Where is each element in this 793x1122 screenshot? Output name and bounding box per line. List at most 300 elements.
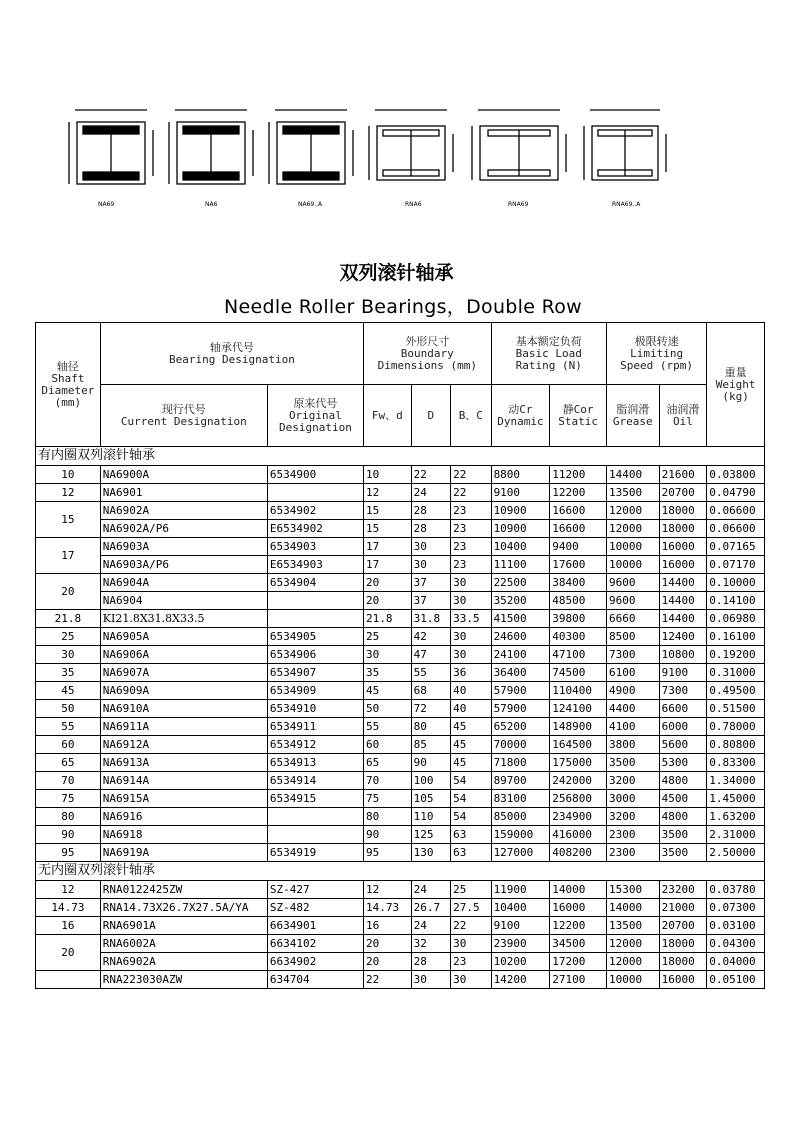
- grease-speed-cell: 3200: [606, 772, 659, 790]
- table-row: [36, 484, 765, 502]
- dynamic-load-cell: 57900: [491, 700, 550, 718]
- grease-speed-cell: 10000: [606, 971, 659, 989]
- static-load-cell: 16000: [550, 899, 607, 917]
- fw-d-cell: 10: [364, 466, 412, 484]
- table-row: [36, 718, 765, 736]
- dynamic-load-cell: 70000: [491, 736, 550, 754]
- table-row: [36, 953, 765, 971]
- oil-speed-cell: 4800: [659, 808, 707, 826]
- table-row: [36, 610, 765, 628]
- original-designation-cell: 6534913: [267, 754, 363, 772]
- original-designation-cell: [267, 592, 363, 610]
- grease-speed-cell: 12000: [606, 953, 659, 971]
- weight-cell: 0.03100: [707, 917, 765, 935]
- static-load-cell: 124100: [550, 700, 607, 718]
- grease-speed-cell: 13500: [606, 917, 659, 935]
- oil-speed-cell: 9100: [659, 664, 707, 682]
- weight-cell: 0.16100: [707, 628, 765, 646]
- table-row: [36, 556, 765, 574]
- oil-speed-cell: 16000: [659, 556, 707, 574]
- shaft-diameter-cell: 12: [36, 484, 101, 502]
- shaft-diameter-cell: 80: [36, 808, 101, 826]
- fw-d-cell: 14.73: [364, 899, 412, 917]
- outer-d-cell: 85: [411, 736, 450, 754]
- weight-cell: 0.14100: [707, 592, 765, 610]
- outer-d-cell: 72: [411, 700, 450, 718]
- shaft-diameter-cell: 55: [36, 718, 101, 736]
- width-bc-cell: 25: [451, 881, 491, 899]
- weight-cell: 0.31000: [707, 664, 765, 682]
- grease-speed-cell: 9600: [606, 574, 659, 592]
- dynamic-load-cell: 10400: [491, 538, 550, 556]
- fw-d-cell: 95: [364, 844, 412, 862]
- weight-cell: 0.83300: [707, 754, 765, 772]
- table-row: [36, 826, 765, 844]
- header-outer-d: D: [411, 385, 450, 447]
- oil-speed-cell: 3500: [659, 844, 707, 862]
- current-designation-cell: NA6904: [100, 592, 267, 610]
- original-designation-cell: 6534909: [267, 682, 363, 700]
- header-basic-load-rating: 基本额定负荷 Basic Load Rating (N): [491, 323, 606, 385]
- current-designation-cell: NA6909A: [100, 682, 267, 700]
- grease-speed-cell: 12000: [606, 935, 659, 953]
- grease-speed-cell: 15300: [606, 881, 659, 899]
- fw-d-cell: 22: [364, 971, 412, 989]
- fw-d-cell: 35: [364, 664, 412, 682]
- original-designation-cell: 6534912: [267, 736, 363, 754]
- current-designation-cell: NA6906A: [100, 646, 267, 664]
- static-load-cell: 47100: [550, 646, 607, 664]
- oil-speed-cell: 6600: [659, 700, 707, 718]
- weight-cell: 0.04000: [707, 953, 765, 971]
- header-oil: 油润滑 Oil: [659, 385, 707, 447]
- shaft-diameter-cell: 20: [36, 935, 101, 971]
- fw-d-cell: 75: [364, 790, 412, 808]
- oil-speed-cell: 5300: [659, 754, 707, 772]
- outer-d-cell: 30: [411, 556, 450, 574]
- weight-cell: 0.06600: [707, 520, 765, 538]
- grease-speed-cell: 8500: [606, 628, 659, 646]
- table-row: [36, 899, 765, 917]
- shaft-diameter-cell: 12: [36, 881, 101, 899]
- width-bc-cell: 23: [451, 502, 491, 520]
- original-designation-cell: 6534910: [267, 700, 363, 718]
- outer-d-cell: 100: [411, 772, 450, 790]
- width-bc-cell: 45: [451, 736, 491, 754]
- current-designation-cell: NA6916: [100, 808, 267, 826]
- header-grease: 脂润滑 Grease: [606, 385, 659, 447]
- grease-speed-cell: 14400: [606, 466, 659, 484]
- static-load-cell: 16600: [550, 520, 607, 538]
- outer-d-cell: 31.8: [411, 610, 450, 628]
- width-bc-cell: 54: [451, 808, 491, 826]
- section-title: 无内圈双列滚针轴承: [36, 862, 765, 881]
- table-row: [36, 538, 765, 556]
- dynamic-load-cell: 9100: [491, 917, 550, 935]
- oil-speed-cell: 16000: [659, 971, 707, 989]
- static-load-cell: 148900: [550, 718, 607, 736]
- current-designation-cell: NA6918: [100, 826, 267, 844]
- oil-speed-cell: 4500: [659, 790, 707, 808]
- shaft-diameter-cell: 95: [36, 844, 101, 862]
- fw-d-cell: 20: [364, 592, 412, 610]
- static-load-cell: 234900: [550, 808, 607, 826]
- width-bc-cell: 30: [451, 592, 491, 610]
- shaft-diameter-cell: 15: [36, 502, 101, 538]
- dynamic-load-cell: 65200: [491, 718, 550, 736]
- dynamic-load-cell: 41500: [491, 610, 550, 628]
- original-designation-cell: 6634102: [267, 935, 363, 953]
- width-bc-cell: 45: [451, 754, 491, 772]
- current-designation-cell: NA6919A: [100, 844, 267, 862]
- current-designation-cell: NA6901: [100, 484, 267, 502]
- current-designation-cell: NA6904A: [100, 574, 267, 592]
- weight-cell: 0.03780: [707, 881, 765, 899]
- static-load-cell: 9400: [550, 538, 607, 556]
- dynamic-load-cell: 89700: [491, 772, 550, 790]
- weight-cell: 0.07170: [707, 556, 765, 574]
- dynamic-load-cell: 24100: [491, 646, 550, 664]
- width-bc-cell: 22: [451, 484, 491, 502]
- weight-cell: 0.06980: [707, 610, 765, 628]
- oil-speed-cell: 16000: [659, 538, 707, 556]
- static-load-cell: 17600: [550, 556, 607, 574]
- table-row: [36, 808, 765, 826]
- fw-d-cell: 65: [364, 754, 412, 772]
- bearing-spec-table: [35, 322, 765, 989]
- static-load-cell: 11200: [550, 466, 607, 484]
- fw-d-cell: 50: [364, 700, 412, 718]
- grease-speed-cell: 4900: [606, 682, 659, 700]
- header-current-designation: 现行代号 Current Designation: [100, 385, 267, 447]
- width-bc-cell: 30: [451, 646, 491, 664]
- width-bc-cell: 23: [451, 953, 491, 971]
- fw-d-cell: 20: [364, 953, 412, 971]
- weight-cell: 0.03800: [707, 466, 765, 484]
- dynamic-load-cell: 36400: [491, 664, 550, 682]
- table-row: [36, 628, 765, 646]
- outer-d-cell: 37: [411, 592, 450, 610]
- current-designation-cell: RNA6002A: [100, 935, 267, 953]
- fw-d-cell: 30: [364, 646, 412, 664]
- weight-cell: 1.34000: [707, 772, 765, 790]
- dynamic-load-cell: 85000: [491, 808, 550, 826]
- fw-d-cell: 80: [364, 808, 412, 826]
- current-designation-cell: NA6900A: [100, 466, 267, 484]
- grease-speed-cell: 4400: [606, 700, 659, 718]
- original-designation-cell: 6534915: [267, 790, 363, 808]
- original-designation-cell: [267, 484, 363, 502]
- oil-speed-cell: 18000: [659, 935, 707, 953]
- dynamic-load-cell: 10200: [491, 953, 550, 971]
- oil-speed-cell: 21600: [659, 466, 707, 484]
- shaft-diameter-cell: 25: [36, 628, 101, 646]
- original-designation-cell: 6634901: [267, 917, 363, 935]
- shaft-diameter-cell: 16: [36, 917, 101, 935]
- static-load-cell: 48500: [550, 592, 607, 610]
- weight-cell: 1.45000: [707, 790, 765, 808]
- grease-speed-cell: 7300: [606, 646, 659, 664]
- static-load-cell: 38400: [550, 574, 607, 592]
- oil-speed-cell: 14400: [659, 610, 707, 628]
- fw-d-cell: 70: [364, 772, 412, 790]
- oil-speed-cell: 20700: [659, 484, 707, 502]
- current-designation-cell: NA6905A: [100, 628, 267, 646]
- diagram-label: RNA69..A: [612, 201, 641, 208]
- grease-speed-cell: 12000: [606, 502, 659, 520]
- oil-speed-cell: 14400: [659, 592, 707, 610]
- weight-cell: 0.49500: [707, 682, 765, 700]
- width-bc-cell: 23: [451, 520, 491, 538]
- current-designation-cell: KI21.8X31.8X33.5: [100, 610, 267, 628]
- width-bc-cell: 30: [451, 574, 491, 592]
- grease-speed-cell: 3200: [606, 808, 659, 826]
- outer-d-cell: 22: [411, 466, 450, 484]
- dynamic-load-cell: 8800: [491, 466, 550, 484]
- static-load-cell: 110400: [550, 682, 607, 700]
- weight-cell: 2.50000: [707, 844, 765, 862]
- dynamic-load-cell: 127000: [491, 844, 550, 862]
- grease-speed-cell: 10000: [606, 556, 659, 574]
- oil-speed-cell: 20700: [659, 917, 707, 935]
- original-designation-cell: 634704: [267, 971, 363, 989]
- header-width-bc: B、C: [451, 385, 491, 447]
- width-bc-cell: 63: [451, 826, 491, 844]
- original-designation-cell: [267, 610, 363, 628]
- fw-d-cell: 15: [364, 520, 412, 538]
- diagram-label: NA69: [98, 201, 115, 208]
- shaft-diameter-cell: 75: [36, 790, 101, 808]
- weight-cell: 0.07300: [707, 899, 765, 917]
- dynamic-load-cell: 159000: [491, 826, 550, 844]
- table-row: [36, 466, 765, 484]
- dynamic-load-cell: 23900: [491, 935, 550, 953]
- outer-d-cell: 28: [411, 953, 450, 971]
- static-load-cell: 17200: [550, 953, 607, 971]
- weight-cell: 0.80800: [707, 736, 765, 754]
- outer-d-cell: 110: [411, 808, 450, 826]
- table-row: [36, 520, 765, 538]
- width-bc-cell: 30: [451, 935, 491, 953]
- static-load-cell: 40300: [550, 628, 607, 646]
- header-static: 静Cor Static: [550, 385, 607, 447]
- fw-d-cell: 15: [364, 502, 412, 520]
- shaft-diameter-cell: 65: [36, 754, 101, 772]
- static-load-cell: 164500: [550, 736, 607, 754]
- outer-d-cell: 90: [411, 754, 450, 772]
- original-designation-cell: 6534907: [267, 664, 363, 682]
- table-row: [36, 700, 765, 718]
- outer-d-cell: 47: [411, 646, 450, 664]
- static-load-cell: 12200: [550, 484, 607, 502]
- weight-cell: 0.19200: [707, 646, 765, 664]
- original-designation-cell: [267, 826, 363, 844]
- page-title-cn: 双列滚针轴承: [339, 262, 454, 284]
- table-row: [36, 646, 765, 664]
- table-row: [36, 881, 765, 899]
- grease-speed-cell: 10000: [606, 538, 659, 556]
- original-designation-cell: 6534900: [267, 466, 363, 484]
- oil-speed-cell: 21000: [659, 899, 707, 917]
- current-designation-cell: NA6915A: [100, 790, 267, 808]
- grease-speed-cell: 3800: [606, 736, 659, 754]
- section-title: 有内圈双列滚针轴承: [36, 447, 765, 466]
- dynamic-load-cell: 24600: [491, 628, 550, 646]
- outer-d-cell: 30: [411, 971, 450, 989]
- table-row: [36, 736, 765, 754]
- table-row: [36, 754, 765, 772]
- table-row: [36, 574, 765, 592]
- table-row: [36, 935, 765, 953]
- grease-speed-cell: 2300: [606, 844, 659, 862]
- outer-d-cell: 32: [411, 935, 450, 953]
- original-designation-cell: [267, 808, 363, 826]
- table-row: [36, 592, 765, 610]
- outer-d-cell: 24: [411, 917, 450, 935]
- current-designation-cell: NA6912A: [100, 736, 267, 754]
- grease-speed-cell: 13500: [606, 484, 659, 502]
- oil-speed-cell: 18000: [659, 953, 707, 971]
- grease-speed-cell: 9600: [606, 592, 659, 610]
- current-designation-cell: NA6903A/P6: [100, 556, 267, 574]
- fw-d-cell: 16: [364, 917, 412, 935]
- shaft-diameter-cell: 35: [36, 664, 101, 682]
- weight-cell: 1.63200: [707, 808, 765, 826]
- oil-speed-cell: 18000: [659, 502, 707, 520]
- dynamic-load-cell: 22500: [491, 574, 550, 592]
- diagram-label: RNA69: [508, 201, 529, 208]
- table-row: [36, 664, 765, 682]
- header-weight: 重量 Weight (kg): [707, 323, 765, 447]
- width-bc-cell: 30: [451, 971, 491, 989]
- fw-d-cell: 45: [364, 682, 412, 700]
- original-designation-cell: 6534905: [267, 628, 363, 646]
- outer-d-cell: 55: [411, 664, 450, 682]
- weight-cell: 0.04300: [707, 935, 765, 953]
- fw-d-cell: 17: [364, 538, 412, 556]
- original-designation-cell: 6534911: [267, 718, 363, 736]
- static-load-cell: 39800: [550, 610, 607, 628]
- dynamic-load-cell: 10900: [491, 502, 550, 520]
- outer-d-cell: 80: [411, 718, 450, 736]
- oil-speed-cell: 12400: [659, 628, 707, 646]
- width-bc-cell: 23: [451, 538, 491, 556]
- current-designation-cell: NA6911A: [100, 718, 267, 736]
- shaft-diameter-cell: 90: [36, 826, 101, 844]
- page-title-en: Needle Roller Bearings，Double Row: [224, 296, 582, 318]
- shaft-diameter-cell: 50: [36, 700, 101, 718]
- width-bc-cell: 30: [451, 628, 491, 646]
- current-designation-cell: RNA6902A: [100, 953, 267, 971]
- grease-speed-cell: 12000: [606, 520, 659, 538]
- fw-d-cell: 55: [364, 718, 412, 736]
- grease-speed-cell: 14000: [606, 899, 659, 917]
- outer-d-cell: 130: [411, 844, 450, 862]
- fw-d-cell: 12: [364, 881, 412, 899]
- original-designation-cell: SZ-427: [267, 881, 363, 899]
- bearing-diagrams: [60, 100, 680, 210]
- current-designation-cell: NA6914A: [100, 772, 267, 790]
- weight-cell: 0.06600: [707, 502, 765, 520]
- outer-d-cell: 24: [411, 881, 450, 899]
- static-load-cell: 242000: [550, 772, 607, 790]
- shaft-diameter-cell: 14.73: [36, 899, 101, 917]
- header-original-designation: 原来代号 Original Designation: [267, 385, 363, 447]
- shaft-diameter-cell: 20: [36, 574, 101, 610]
- oil-speed-cell: 4800: [659, 772, 707, 790]
- outer-d-cell: 28: [411, 502, 450, 520]
- oil-speed-cell: 3500: [659, 826, 707, 844]
- width-bc-cell: 63: [451, 844, 491, 862]
- table-row: [36, 790, 765, 808]
- table-row: [36, 772, 765, 790]
- grease-speed-cell: 2300: [606, 826, 659, 844]
- header-dynamic: 动Cr Dynamic: [491, 385, 550, 447]
- grease-speed-cell: 3500: [606, 754, 659, 772]
- current-designation-cell: NA6902A/P6: [100, 520, 267, 538]
- fw-d-cell: 12: [364, 484, 412, 502]
- static-load-cell: 74500: [550, 664, 607, 682]
- width-bc-cell: 27.5: [451, 899, 491, 917]
- dynamic-load-cell: 35200: [491, 592, 550, 610]
- table-row: [36, 682, 765, 700]
- static-load-cell: 34500: [550, 935, 607, 953]
- current-designation-cell: NA6902A: [100, 502, 267, 520]
- shaft-diameter-cell: [36, 971, 101, 989]
- fw-d-cell: 21.8: [364, 610, 412, 628]
- shaft-diameter-cell: 30: [36, 646, 101, 664]
- grease-speed-cell: 6660: [606, 610, 659, 628]
- header-shaft-diameter: 轴径 Shaft Diameter (mm): [36, 323, 101, 447]
- dynamic-load-cell: 10400: [491, 899, 550, 917]
- shaft-diameter-cell: 17: [36, 538, 101, 574]
- outer-d-cell: 37: [411, 574, 450, 592]
- grease-speed-cell: 3000: [606, 790, 659, 808]
- original-designation-cell: SZ-482: [267, 899, 363, 917]
- original-designation-cell: E6534903: [267, 556, 363, 574]
- table-row: [36, 917, 765, 935]
- oil-speed-cell: 7300: [659, 682, 707, 700]
- shaft-diameter-cell: 70: [36, 772, 101, 790]
- original-designation-cell: 6534906: [267, 646, 363, 664]
- oil-speed-cell: 6000: [659, 718, 707, 736]
- fw-d-cell: 20: [364, 935, 412, 953]
- weight-cell: 0.51500: [707, 700, 765, 718]
- dynamic-load-cell: 9100: [491, 484, 550, 502]
- current-designation-cell: RNA0122425ZW: [100, 881, 267, 899]
- current-designation-cell: RNA223030AZW: [100, 971, 267, 989]
- fw-d-cell: 17: [364, 556, 412, 574]
- width-bc-cell: 40: [451, 682, 491, 700]
- width-bc-cell: 23: [451, 556, 491, 574]
- original-designation-cell: 6534919: [267, 844, 363, 862]
- weight-cell: 0.07165: [707, 538, 765, 556]
- static-load-cell: 12200: [550, 917, 607, 935]
- diagram-label: RNA6: [405, 201, 422, 208]
- weight-cell: 0.10000: [707, 574, 765, 592]
- static-load-cell: 175000: [550, 754, 607, 772]
- width-bc-cell: 33.5: [451, 610, 491, 628]
- width-bc-cell: 22: [451, 917, 491, 935]
- width-bc-cell: 36: [451, 664, 491, 682]
- static-load-cell: 27100: [550, 971, 607, 989]
- outer-d-cell: 68: [411, 682, 450, 700]
- original-designation-cell: 6534904: [267, 574, 363, 592]
- weight-cell: 0.05100: [707, 971, 765, 989]
- static-load-cell: 408200: [550, 844, 607, 862]
- static-load-cell: 256800: [550, 790, 607, 808]
- oil-speed-cell: 14400: [659, 574, 707, 592]
